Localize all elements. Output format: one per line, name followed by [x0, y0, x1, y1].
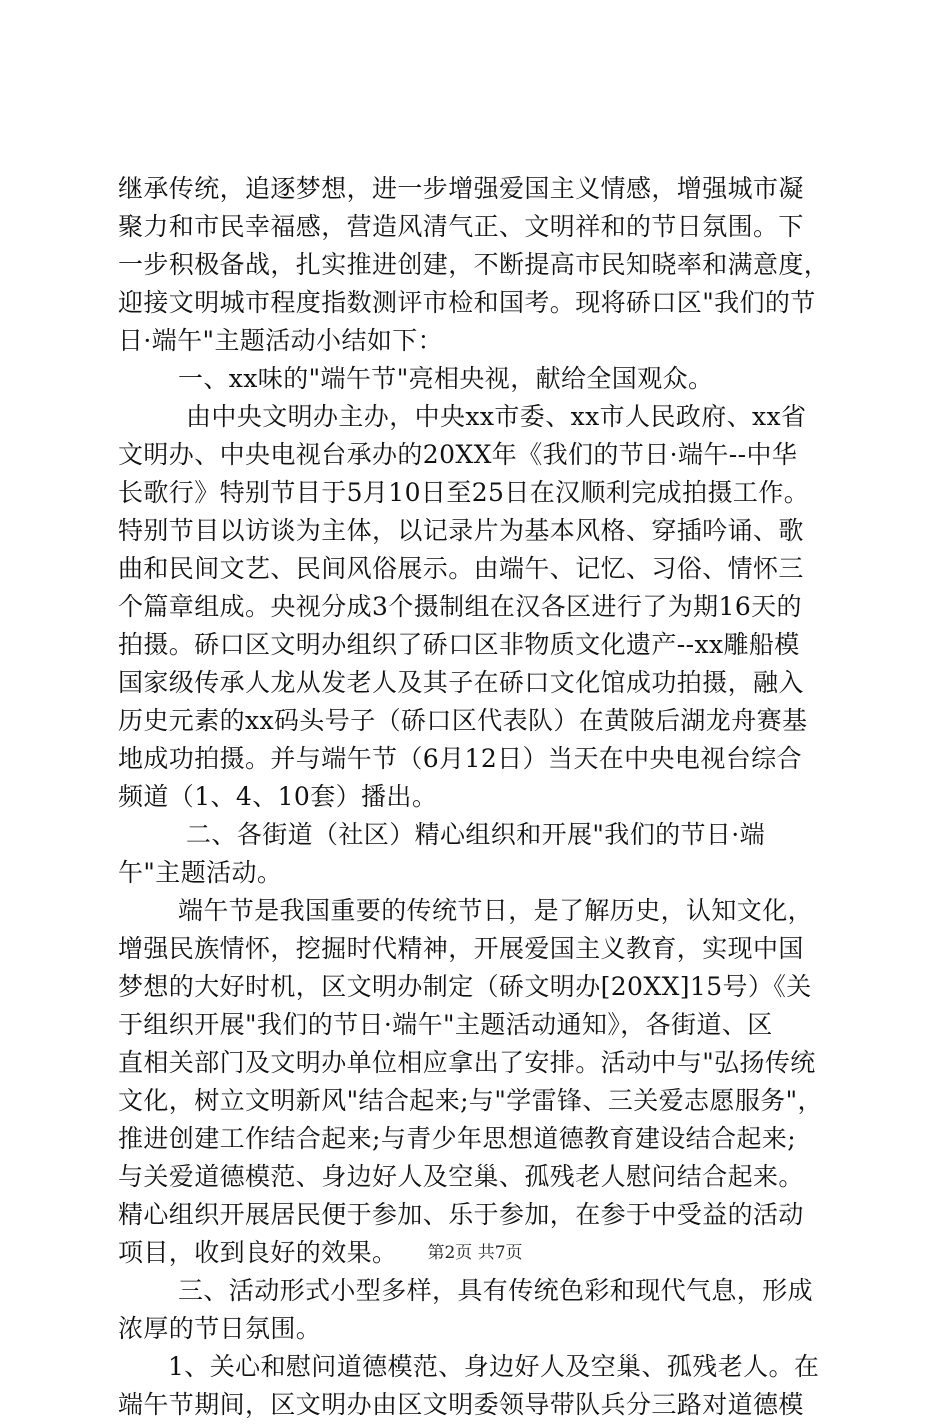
- text-line: 继承传统，追逐梦想，进一步增强爱国主义情感，增强城市凝: [118, 174, 804, 203]
- section-heading-1: 一、xx味的"端午节"亮相央视，献给全国观众。: [178, 364, 714, 393]
- text-line: 长歌行》特别节目于5月10日至25日在汉顺利完成拍摄工作。: [118, 478, 810, 507]
- section-heading-3: 三、活动形式小型多样，具有传统色彩和现代气息，形成: [178, 1276, 814, 1305]
- text-line: 频道（1、4、10套）播出。: [118, 782, 438, 811]
- text-line: 历史元素的xx码头号子（硚口区代表队）在黄陂后湖龙舟赛基: [118, 706, 808, 735]
- text-line: 地成功拍摄。并与端午节（6月12日）当天在中央电视台综合: [118, 744, 802, 773]
- text-line: 端午节是我国重要的传统节日，是了解历史，认知文化，: [178, 896, 814, 925]
- text-line: 项目，收到良好的效果。: [118, 1238, 398, 1267]
- text-line: 与关爱道德模范、身边好人及空巢、孤残老人慰问结合起来。: [118, 1162, 804, 1191]
- section-heading-2: 二、各街道（社区）精心组织和开展"我们的节日·端: [186, 820, 766, 849]
- text-line: 梦想的大好时机，区文明办制定（硚文明办[20XX]15号）《关: [118, 972, 812, 1001]
- text-line: 浓厚的节日氛围。: [118, 1314, 322, 1343]
- text-line: 特别节目以访谈为主体，以记录片为基本风格、穿插吟诵、歌: [118, 516, 804, 545]
- text-line: 文化，树立文明新风"结合起来;与"学雷锋、三关爱志愿服务"，: [118, 1086, 823, 1115]
- text-line: 拍摄。硚口区文明办组织了硚口区非物质文化遗产--xx雕船模: [118, 630, 800, 659]
- text-line: 增强民族情怀，挖掘时代精神，开展爱国主义教育，实现中国: [118, 934, 804, 963]
- text-line: 日·端午"主题活动小结如下：: [118, 326, 444, 355]
- text-line: 推进创建工作结合起来;与青少年思想道德教育建设结合起来;: [118, 1124, 797, 1153]
- text-line: 1、关心和慰问道德模范、身边好人及空巢、孤残老人。在: [168, 1352, 820, 1381]
- text-line: 国家级传承人龙从发老人及其子在硚口文化馆成功拍摄，融入: [118, 668, 804, 697]
- text-line: 由中央文明办主办，中央xx市委、xx市人民政府、xx省: [186, 402, 807, 431]
- page-number-footer: 第2页 共7页: [427, 1243, 523, 1263]
- text-line: 文明办、中央电视台承办的20XX年《我们的节日·端午--中华: [118, 440, 798, 469]
- text-line: 午"主题活动。: [118, 858, 283, 887]
- document-body: [118, 170, 838, 1424]
- text-line: 直相关部门及文明办单位相应拿出了安排。活动中与"弘扬传统: [118, 1048, 816, 1077]
- text-line: 于组织开展"我们的节日·端午"主题活动通知》，各街道、区: [118, 1010, 773, 1039]
- text-line: 精心组织开展居民便于参加、乐于参加，在参于中受益的活动: [118, 1200, 804, 1229]
- text-line: 迎接文明城市程度指数测评市检和国考。现将硚口区"我们的节: [118, 288, 816, 317]
- text-line: 一步积极备战，扎实推进创建，不断提高市民知晓率和满意度，: [118, 250, 830, 279]
- text-line: 端午节期间，区文明办由区文明委领导带队兵分三路对道德模: [118, 1390, 804, 1419]
- text-line: 聚力和市民幸福感，营造风清气正、文明祥和的节日氛围。下: [118, 212, 804, 241]
- text-line: 个篇章组成。央视分成3个摄制组在汉各区进行了为期16天的: [118, 592, 802, 621]
- text-line: 曲和民间文艺、民间风俗展示。由端午、记忆、习俗、情怀三: [118, 554, 804, 583]
